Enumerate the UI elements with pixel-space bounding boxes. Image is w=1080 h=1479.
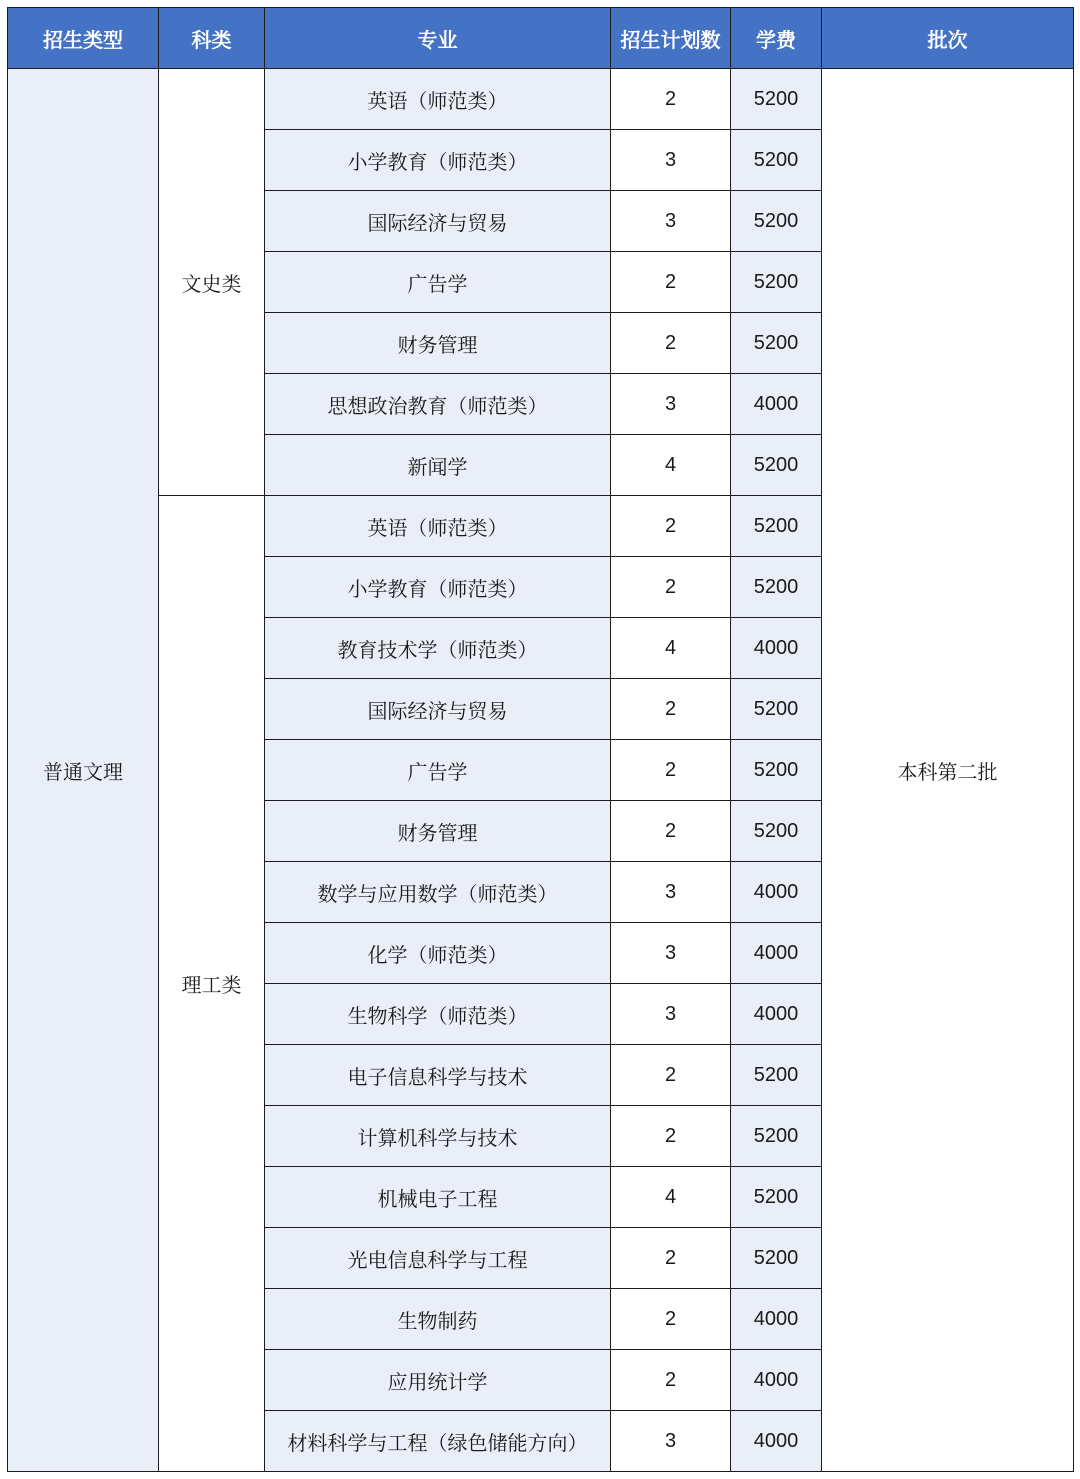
major-cell: 广告学 [265, 252, 611, 313]
major-cell: 计算机科学与技术 [265, 1106, 611, 1167]
plan-cell: 2 [611, 496, 731, 557]
major-cell: 机械电子工程 [265, 1167, 611, 1228]
plan-cell: 4 [611, 1167, 731, 1228]
fee-cell: 4000 [731, 374, 822, 435]
plan-cell: 3 [611, 984, 731, 1045]
plan-cell: 2 [611, 679, 731, 740]
fee-cell: 4000 [731, 1289, 822, 1350]
major-cell: 光电信息科学与工程 [265, 1228, 611, 1289]
plan-cell: 4 [611, 618, 731, 679]
header-row [8, 8, 1074, 69]
plan-cell: 2 [611, 557, 731, 618]
fee-cell: 5200 [731, 1045, 822, 1106]
table-header [8, 8, 1074, 69]
fee-cell: 5200 [731, 435, 822, 496]
major-cell: 生物制药 [265, 1289, 611, 1350]
major-cell: 思想政治教育（师范类） [265, 374, 611, 435]
major-cell: 财务管理 [265, 801, 611, 862]
fee-cell: 4000 [731, 984, 822, 1045]
category-cell: 理工类 [159, 496, 265, 1472]
fee-cell: 4000 [731, 1350, 822, 1411]
major-cell: 财务管理 [265, 313, 611, 374]
enroll-type-cell: 普通文理 [8, 69, 159, 1472]
header-plan: 招生计划数 [611, 8, 731, 69]
fee-cell: 5200 [731, 69, 822, 130]
plan-cell: 3 [611, 130, 731, 191]
plan-cell: 2 [611, 1106, 731, 1167]
fee-cell: 5200 [731, 252, 822, 313]
fee-cell: 4000 [731, 862, 822, 923]
major-cell: 国际经济与贸易 [265, 679, 611, 740]
plan-cell: 2 [611, 1045, 731, 1106]
batch-cell: 本科第二批 [822, 69, 1074, 1472]
plan-cell: 4 [611, 435, 731, 496]
plan-cell: 2 [611, 1228, 731, 1289]
table-row [8, 69, 1074, 130]
major-cell: 广告学 [265, 740, 611, 801]
fee-cell: 4000 [731, 618, 822, 679]
header-fee: 学费 [731, 8, 822, 69]
fee-cell: 5200 [731, 557, 822, 618]
major-cell: 数学与应用数学（师范类） [265, 862, 611, 923]
plan-cell: 3 [611, 923, 731, 984]
fee-cell: 5200 [731, 801, 822, 862]
major-cell: 英语（师范类） [265, 69, 611, 130]
plan-cell: 2 [611, 1289, 731, 1350]
fee-cell: 4000 [731, 1411, 822, 1472]
major-cell: 生物科学（师范类） [265, 984, 611, 1045]
major-cell: 小学教育（师范类） [265, 557, 611, 618]
plan-cell: 3 [611, 374, 731, 435]
fee-cell: 5200 [731, 496, 822, 557]
major-cell: 新闻学 [265, 435, 611, 496]
plan-cell: 3 [611, 1411, 731, 1472]
major-cell: 国际经济与贸易 [265, 191, 611, 252]
major-cell: 教育技术学（师范类） [265, 618, 611, 679]
header-batch: 批次 [822, 8, 1074, 69]
plan-cell: 2 [611, 252, 731, 313]
fee-cell: 5200 [731, 313, 822, 374]
plan-cell: 2 [611, 801, 731, 862]
plan-cell: 2 [611, 313, 731, 374]
plan-cell: 2 [611, 740, 731, 801]
category-cell: 文史类 [159, 69, 265, 496]
plan-cell: 3 [611, 862, 731, 923]
fee-cell: 5200 [731, 740, 822, 801]
fee-cell: 4000 [731, 923, 822, 984]
plan-cell: 2 [611, 1350, 731, 1411]
header-category: 科类 [159, 8, 265, 69]
fee-cell: 5200 [731, 191, 822, 252]
major-cell: 英语（师范类） [265, 496, 611, 557]
enrollment-table [7, 7, 1074, 1472]
major-cell: 小学教育（师范类） [265, 130, 611, 191]
header-enroll-type: 招生类型 [8, 8, 159, 69]
fee-cell: 5200 [731, 1228, 822, 1289]
fee-cell: 5200 [731, 1167, 822, 1228]
major-cell: 化学（师范类） [265, 923, 611, 984]
fee-cell: 5200 [731, 679, 822, 740]
fee-cell: 5200 [731, 130, 822, 191]
header-major: 专业 [265, 8, 611, 69]
table-body [8, 69, 1074, 1472]
plan-cell: 2 [611, 69, 731, 130]
major-cell: 材料科学与工程（绿色储能方向） [265, 1411, 611, 1472]
plan-cell: 3 [611, 191, 731, 252]
major-cell: 应用统计学 [265, 1350, 611, 1411]
major-cell: 电子信息科学与技术 [265, 1045, 611, 1106]
fee-cell: 5200 [731, 1106, 822, 1167]
